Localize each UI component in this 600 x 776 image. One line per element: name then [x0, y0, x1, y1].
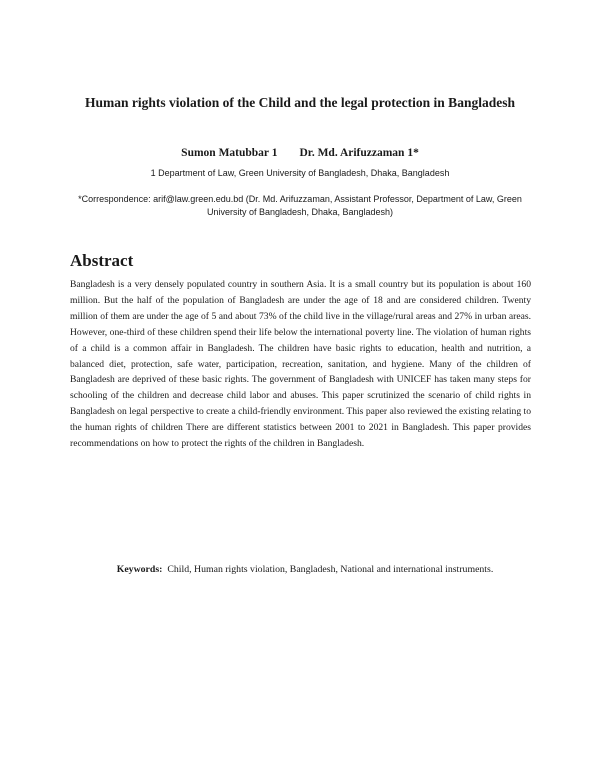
keywords-text: Child, Human rights violation, Bangladesh, National and international instruments.: [167, 564, 494, 575]
keywords-line: [70, 563, 540, 577]
affiliation: 1 Department of Law, Green University of Bangladesh, Dhaka, Bangladesh: [150, 168, 450, 178]
correspondence: *Correspondence: arif@law.green.edu.bd (Dr. Md. Arifuzzaman, Assistant Professor, Department of Law, Green University of Bangladesh, Dhaka, Bangladesh): [78, 194, 522, 217]
author-2: Dr. Md. Arifuzzaman 1*: [299, 147, 419, 159]
paper-title: Human rights violation of the Child and the legal protection in Bangladesh: [85, 95, 515, 110]
abstract-body: Bangladesh is a very densely populated country in southern Asia. It is a small country but its population is about 160 million. But the half of the population of Bangladesh are under the age of 18 and are considered children. Twenty million of them are under the age of 5 and about 73% of the child live in the village/rural areas and 27% in urban areas. However, one-third of these children spend their life below the international poverty line. The violation of human rights of a child is a common affair in Bangladesh. The children have basic rights to education, health and nutrition, a balanced diet, protection, safe water, participation, recreation, sanitation, and hygiene. Many of the children of Bangladesh are deprived of these basic rights. The government of Bangladesh with UNICEF has taken many steps for schooling of the children and decrease child labor and abuses. This paper scrutinized the scenario of child rights in Bangladesh on legal perspective to create a child-friendly environment. This paper also reviewed the existing relating to the human rights of children There are different statistics between 2001 to 2021 in Bangladesh. This paper provides recommendations on how to protect the rights of the children in Bangladesh.: [70, 279, 531, 450]
author-1: Sumon Matubbar 1: [181, 147, 278, 159]
abstract-heading: Abstract: [70, 251, 134, 270]
keywords-label: Keywords:: [116, 564, 163, 575]
author-line: [40, 146, 560, 160]
